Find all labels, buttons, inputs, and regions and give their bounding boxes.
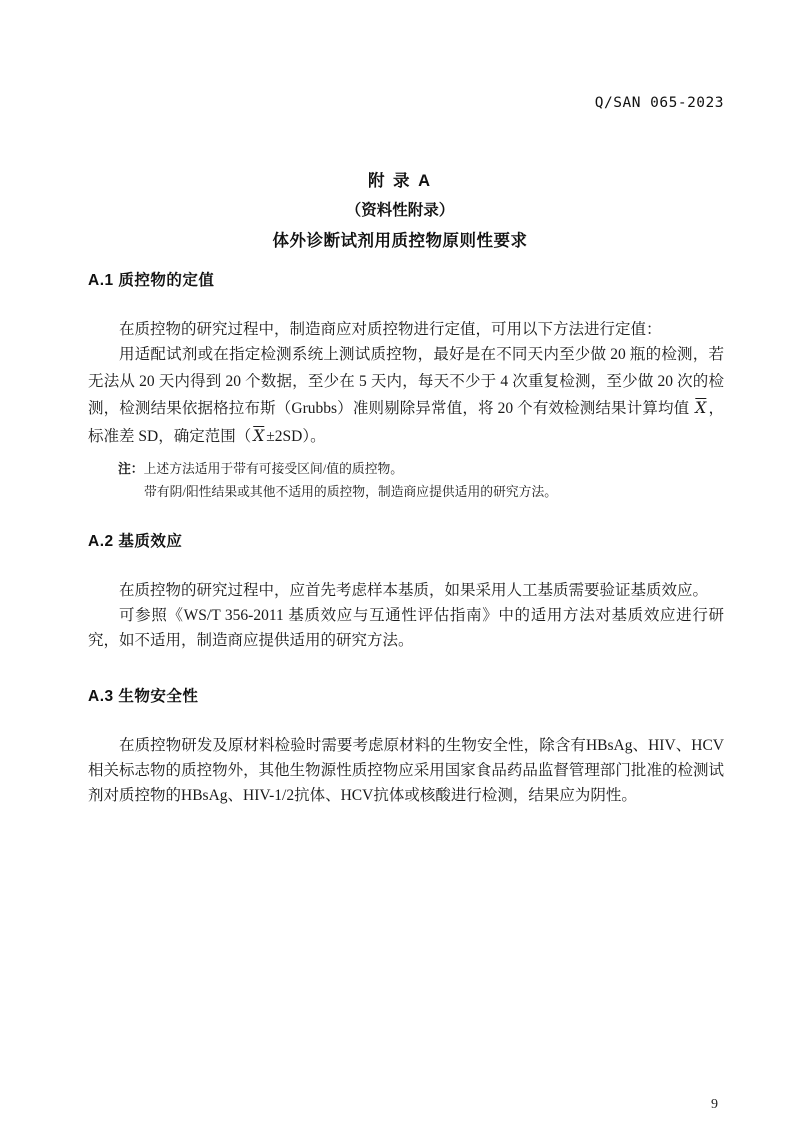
section-heading-a2: A.2 基质效应 [88,533,183,550]
paragraph-text: ，标准差 SD，确定范围（ [88,400,724,445]
xbar-symbol: $\overline{X}$ [695,399,707,417]
appendix-main-title: 体外诊断试剂用质控物原则性要求 [272,232,528,250]
appendix-subtitle: （资料性附录） [345,202,455,219]
note-text: 上述方法适用于带有可接受区间/值的质控物。 [143,462,404,476]
document-body [88,268,724,808]
appendix-title-block [0,167,800,251]
document-code: Q/SAN 065-2023 [594,95,724,111]
paragraph-a1-intro: 在质控物的研究过程中，制造商应对质控物进行定值，可用以下方法进行定值： [119,321,662,338]
note-label: 注： [118,461,144,476]
paragraph-a3-biosafety: 在质控物研发及原材料检验时需要考虑原材料的生物安全性，除含有HBsAg、HIV、HCV相关标志物的质控物外，其他生物源性质控物应采用国家食品药品监督管理部门批准的检测试剂对质控物的HBsAg、HIV-1/2抗体、HCV抗体或核酸进行检测，结果应为阴性。 [88,737,724,804]
paragraph-a1-method [88,342,724,450]
appendix-title: 附 录 A [367,172,433,190]
paragraph-a2-intro: 在质控物的研究过程中，应首先考虑样本基质，如果采用人工基质需要验证基质效应。 [119,582,709,599]
paragraph-text: 用适配试剂或在指定检测系统上测试质控物，最好是在不同天内至少做 20 瓶的检测，若无法从 20 天内得到 20 个数据，至少在 5 天内，每天不少于 4 次重复检测，至少做 20 次的检测，检测结果依据格拉布斯（Grubbs）准则剔除异常值，将 20 个有效检测结果计算均值 [88,346,724,417]
note-block [88,457,724,504]
page-number: 9 [711,1097,718,1112]
xbar-symbol: $\overline{X}$ [253,426,265,445]
section-heading-a1: A.1 质控物的定值 [88,272,215,289]
note-line [118,457,724,481]
paragraph-text: ±2SD）。 [266,427,326,445]
section-heading-a3: A.3 生物安全性 [88,688,199,705]
note-line: 带有阴/阳性结果或其他不适用的质控物，制造商应提供适用的研究方法。 [144,485,558,499]
paragraph-a2-reference: 可参照《WS/T 356-2011 基质效应与互通性评估指南》中的适用方法对基质效应进行研究，如不适用，制造商应提供适用的研究方法。 [88,607,724,649]
